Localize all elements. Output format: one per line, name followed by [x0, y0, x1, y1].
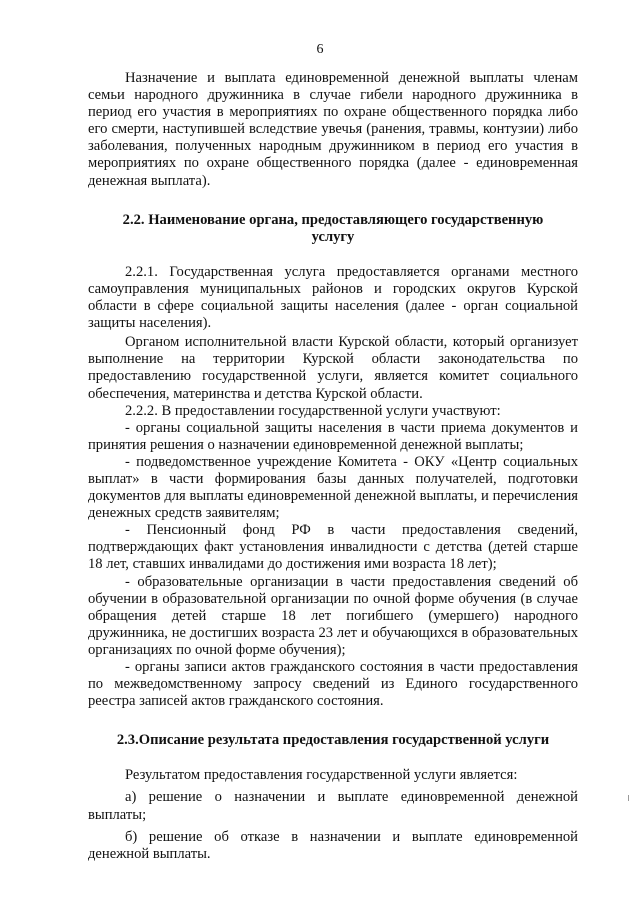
paragraph-2-2-1: 2.2.1. Государственная услуга предоставляется органами местного самоуправления муниципальных районов и городских округов Курской области в сфере социальной защиты населения (далее - орган социальной защиты населения). [88, 263, 578, 332]
list-item-payments-center: - подведомственное учреждение Комитета - ОКУ «Центр социальных выплат» в части формирования базы данных получателей, подготовки документов для выплаты единовременной денежной выплаты, и перечисления денежных средств заявителям; [88, 453, 578, 522]
list-item-civil-registry: - органы записи актов гражданского состояния в части предоставления по межведомственному запросу сведений из Единого государственного реестра записей актов гражданского состояния. [88, 659, 578, 710]
document-body [88, 70, 578, 863]
paragraph-result-intro: Результатом предоставления государственной услуги является: [125, 767, 518, 784]
section-2-3-heading: 2.3.Описание результата предоставления государственной услуги [116, 732, 550, 749]
list-item-social-protection: - органы социальной защиты населения в части приема документов и принятия решения о назначении единовременной денежной выплаты; [88, 419, 578, 453]
list-item-education: - образовательные организации в части предоставления сведений об обучении в образовательной организации по очной форме обучения (в случае обращения детей старше 18 лет погибшего (умершего) народного дружинника, не достигших возраста 23 лет и обучающихся в образовательных организациях по очной форме обучения); [88, 573, 578, 658]
list-item-pension-fund: - Пенсионный фонд РФ в части предоставления сведений, подтверждающих факт установления инвалидности с детства (детей старше 18 лет, ставших инвалидами до достижения ими возраста 18 лет); [88, 522, 578, 573]
scan-margin-mark [628, 795, 629, 801]
page-number: 6 [316, 42, 324, 57]
result-item-b: б) решение об отказе в назначении и выплате единовременной денежной выплаты. [88, 828, 578, 862]
result-item-a: а) решение о назначении и выплате единовременной денежной выплаты; [88, 789, 578, 823]
paragraph-executive-body: Органом исполнительной власти Курской области, который организует выполнение на территории Курской области законодательства по предоставлению государственной услуги, является комитет социального обеспечения, материнства и детства Курской области. [88, 334, 578, 402]
section-2-2-heading: 2.2. Наименование органа, предоставляющего государственную услугу [122, 211, 544, 245]
paragraph-2-2-2: 2.2.2. В предоставлении государственной услуги участвуют: [125, 402, 501, 419]
intro-paragraph: Назначение и выплата единовременной денежной выплаты членам семьи народного дружинника в случае гибели народного дружинника в период его участия в мероприятиях по охране общественного порядка либо его смерти, наступившей вследствие увечья (ранения, травмы, контузии) либо заболевания, полученных народным дружинником в период его участия в мероприятиях по охране общественного порядка (далее - единовременная денежная выплата). [88, 70, 578, 189]
